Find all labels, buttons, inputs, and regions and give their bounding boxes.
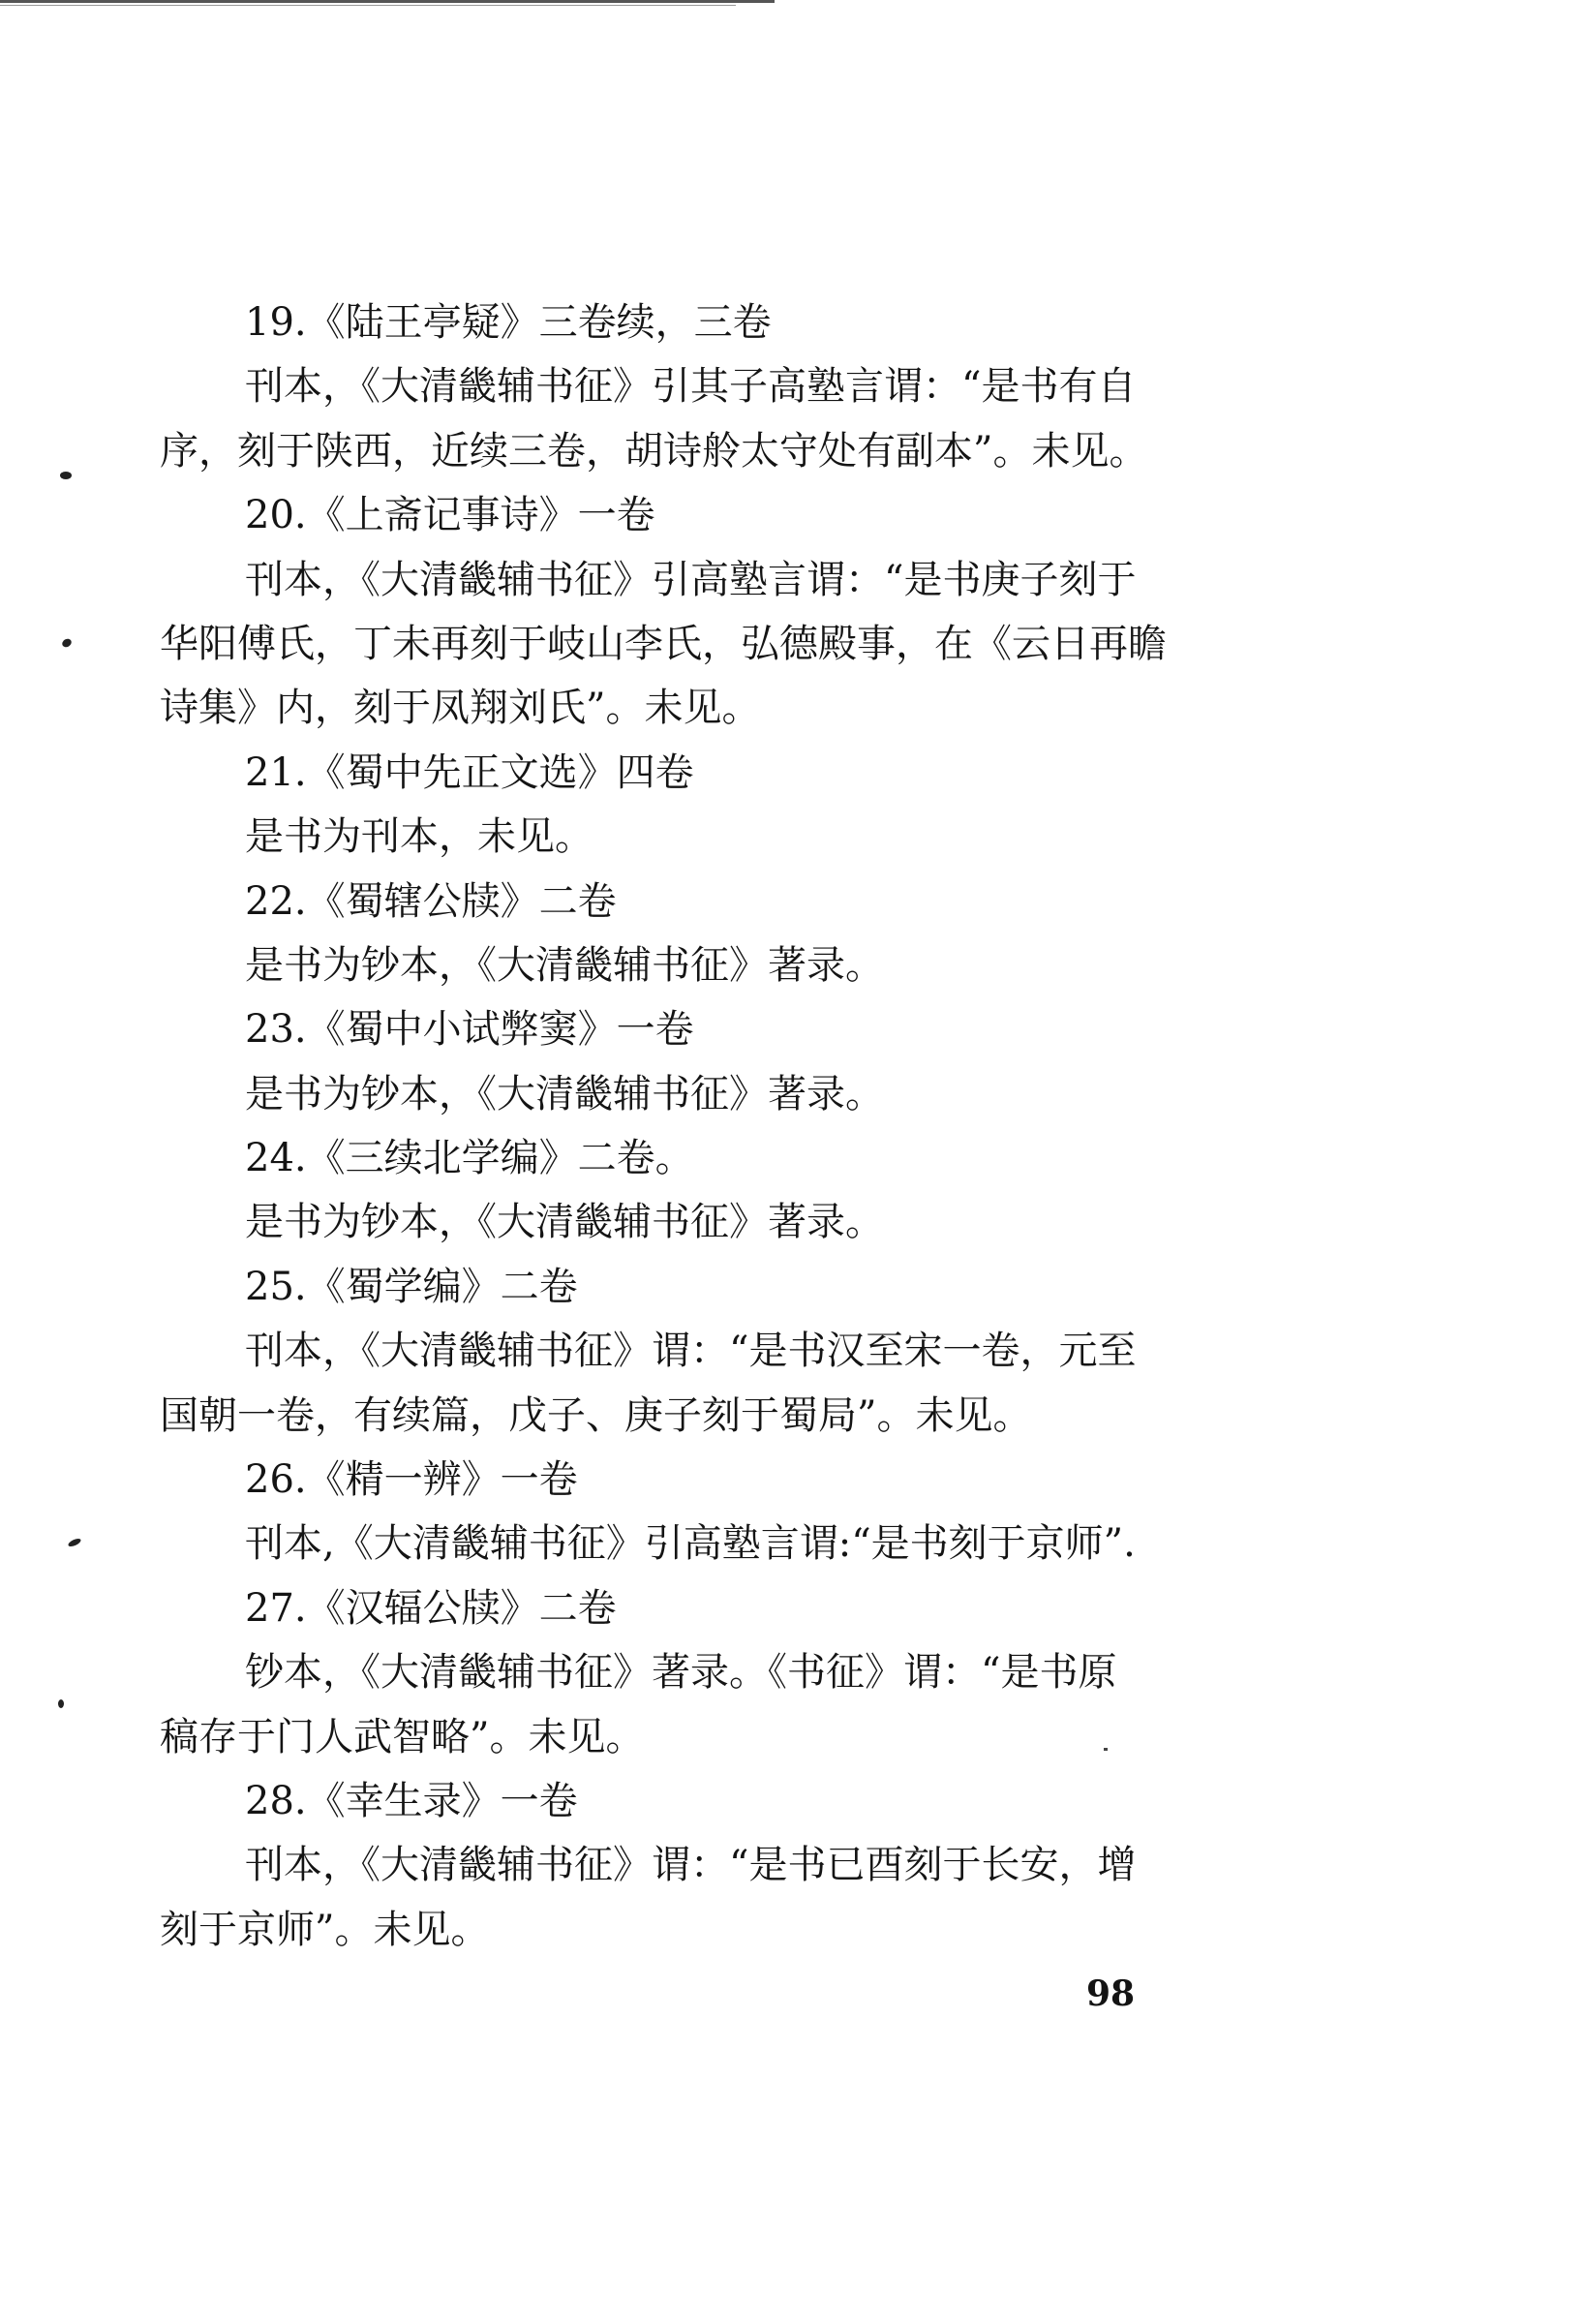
page-body — [160, 290, 1244, 1962]
entry-text-20-line2: 华阳傅氏，丁未再刻于岐山李氏，弘德殿事，在《云日再瞻 — [160, 621, 1167, 666]
entry-text-24: 是书为钞本，《大清畿辅书征》著录。 — [245, 1200, 884, 1245]
entry-title-24: 24.《三续北学编》二卷。 — [245, 1136, 694, 1181]
page-number: 98 — [1086, 1973, 1136, 2014]
scan-top-rule-thin — [0, 5, 736, 6]
entry-text-27-line1: 钞本，《大清畿辅书征》著录。《书征》谓：“是书原 — [245, 1650, 1117, 1696]
entry-text-23: 是书为钞本，《大清畿辅书征》著录。 — [245, 1071, 884, 1116]
entry-text-20-line3: 诗集》内，刻于凤翔刘氏”。未见。 — [160, 686, 761, 731]
entry-title-21: 21.《蜀中先正文选》四卷 — [245, 749, 694, 795]
entry-text-21: 是书为刊本，未见。 — [245, 814, 593, 860]
entry-title-20: 20.《上斋记事诗》一卷 — [245, 493, 655, 538]
entry-text-19-line2: 序，刻于陕西，近续三卷，胡诗舲太守处有副本”。未见。 — [160, 428, 1148, 474]
entry-title-25: 25.《蜀学编》二卷 — [245, 1264, 578, 1309]
entry-text-22: 是书为钞本，《大清畿辅书征》著录。 — [245, 942, 884, 988]
entry-text-25-line2: 国朝一卷，有续篇，戊子、庚子刻于蜀局”。未见。 — [160, 1392, 1032, 1438]
entry-text-28-line2: 刻于京师”。未见。 — [160, 1907, 490, 1952]
margin-mark — [61, 637, 74, 649]
margin-mark — [58, 1699, 64, 1708]
entry-title-19: 19.《陆王亭疑》三卷续，三卷 — [245, 300, 772, 345]
entry-title-27: 27.《汉辐公牍》二卷 — [245, 1585, 617, 1631]
margin-mark — [67, 1537, 81, 1547]
entry-title-26: 26.《精一辨》一卷 — [245, 1457, 578, 1503]
entry-text-20-line1: 刊本，《大清畿辅书征》引高塾言谓：“是书庚子刻于 — [245, 557, 1137, 602]
scan-top-rule — [0, 0, 775, 3]
entry-text-19-line1: 刊本，《大清畿辅书征》引其子高塾言谓：“是书有自 — [245, 364, 1137, 410]
entry-title-22: 22.《蜀辖公牍》二卷 — [245, 878, 617, 924]
entry-text-28-line1: 刊本，《大清畿辅书征》谓：“是书已酉刻于长安，增 — [245, 1843, 1137, 1888]
entry-text-25-line1: 刊本，《大清畿辅书征》谓：“是书汉至宋一卷，元至 — [245, 1329, 1137, 1374]
entry-text-27-line2: 稿存于门人武智略”。未见。 — [160, 1714, 645, 1759]
entry-title-23: 23.《蜀中小试弊窦》一卷 — [245, 1007, 694, 1053]
entry-title-28: 28.《幸生录》一卷 — [245, 1778, 578, 1823]
margin-mark — [60, 472, 72, 479]
entry-text-26: 刊本,《大清畿辅书征》引高塾言谓:“是书刻于京师”. — [245, 1521, 1136, 1567]
